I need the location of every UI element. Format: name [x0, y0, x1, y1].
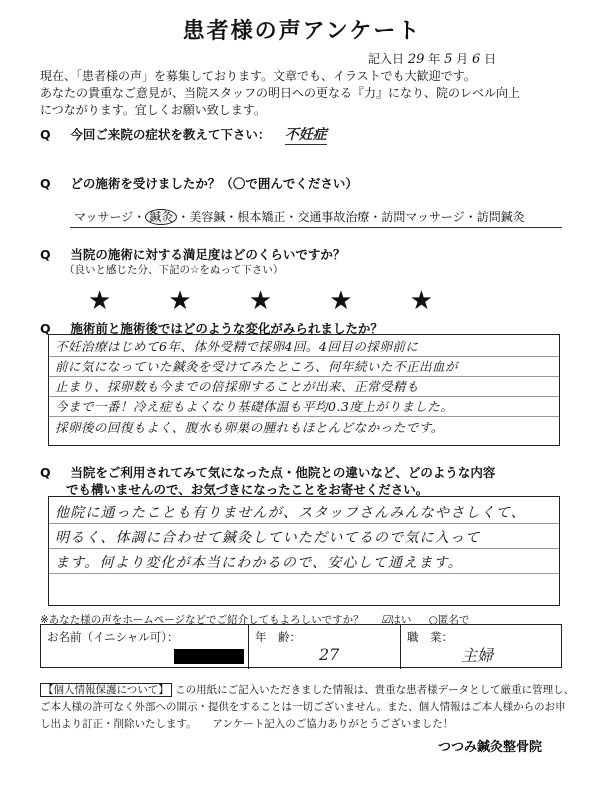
- answer-line: 採卵後の回復もよく、腹水も卵巣の腫れもほとんどなかったです。: [55, 420, 444, 435]
- star-icon[interactable]: ★: [88, 286, 112, 316]
- q-mark: Q: [40, 321, 51, 336]
- date-year: 29: [407, 52, 425, 67]
- intro-line: あなたの貴重なご意見が、当院スタッフの明日への更なる『力』になり、院のレベル向上: [40, 86, 521, 100]
- privacy-line: この用紙にご記入いただきました情報は、貴重な患者様データとして厳重に管理し、: [175, 684, 575, 696]
- name-cell[interactable]: [41, 625, 249, 669]
- check-icon: ☑: [380, 614, 391, 626]
- date-field: [368, 50, 496, 67]
- consent-yes-label: はい: [390, 614, 412, 626]
- option-traffic-accident[interactable]: 交通事故治療: [297, 210, 370, 224]
- q-mark: Q: [40, 127, 51, 142]
- question-4-text: 施術前と施術後ではどのような変化がみられましたか？: [70, 321, 383, 336]
- question-2-text: どの施術を受けましたか？（〇で囲んでください）: [70, 176, 358, 191]
- answer-box-5[interactable]: [48, 496, 560, 606]
- privacy-line: し出より訂正・削除いたします。 アンケート記入のご協力ありがとうございました！: [40, 718, 454, 730]
- option-root-correction[interactable]: 根本矯正: [237, 210, 286, 224]
- date-day: 6: [472, 52, 481, 67]
- q-mark: Q: [40, 176, 51, 191]
- question-3: [40, 245, 560, 263]
- question-1-answer[interactable]: 不妊症: [284, 127, 327, 143]
- separator: ・: [133, 210, 146, 224]
- separator: ・: [225, 210, 238, 224]
- occupation-cell[interactable]: [401, 625, 561, 669]
- separator: ・: [177, 210, 190, 224]
- age-cell[interactable]: [249, 625, 401, 669]
- page-title: 患者様の声アンケート: [182, 19, 422, 44]
- treatment-options: [74, 208, 574, 225]
- redacted-name: [174, 649, 244, 664]
- separator: ・: [464, 210, 477, 224]
- star-icon[interactable]: ★: [168, 286, 192, 316]
- star-icon[interactable]: ★: [409, 286, 433, 316]
- option-home-acupuncture[interactable]: 訪問鍼灸: [476, 210, 525, 224]
- intro-text: [40, 68, 580, 119]
- answer-line: 明るく、体調に合わせて鍼灸していただいてるので気に入って: [49, 524, 559, 549]
- age-label: 年 齢：: [255, 630, 301, 644]
- options-underline: [70, 227, 562, 228]
- answer-line: ます。何より変化が本当にわかるので、安心して通えます。: [49, 549, 559, 574]
- occupation-label: 職 業：: [407, 630, 453, 644]
- option-beauty-acupuncture[interactable]: 美容鍼: [189, 210, 226, 224]
- clinic-name: つつみ鍼灸整骨院: [438, 740, 543, 755]
- intro-line: につながります。宜しくお願い致します。: [40, 103, 266, 117]
- question-5-text-2: でも構いませんので、お気づきになったことをお寄せください。: [66, 482, 429, 497]
- question-3-subtext: （良いと感じた分、下記の☆をぬって下さい）: [64, 264, 284, 276]
- rating-stars: [88, 288, 433, 314]
- consent-text: ※あなた様の声をホームページなどでご紹介してもよろしいですか？: [40, 614, 364, 626]
- date-day-unit: 日: [484, 52, 497, 66]
- consent-anon-label: 匿名で: [437, 614, 470, 626]
- question-5: [40, 463, 570, 481]
- star-icon[interactable]: ★: [248, 286, 273, 316]
- name-label: お名前（イニシャル可）：: [47, 630, 179, 644]
- question-5-text: 当院をご利用されてみて気になった点・他院との違いなど、どのような内容: [70, 465, 496, 480]
- q-mark: Q: [40, 247, 51, 262]
- answer-line-blank: [49, 574, 559, 599]
- question-3-text: 当院の施術に対する満足度はどのくらいですか？: [70, 247, 346, 262]
- radio-icon: ○: [428, 614, 438, 626]
- question-1-text: 今回ご来院の症状を教えて下さい：: [70, 127, 271, 142]
- separator: ・: [285, 210, 298, 224]
- privacy-notice: [40, 682, 575, 733]
- age-value: 27: [319, 645, 340, 664]
- answer-line: 止まり、採卵数も今までの倍採卵することが出来、正常受精も: [49, 377, 559, 397]
- answer-box-4[interactable]: [48, 334, 560, 446]
- answer-line: 不妊治療はじめて6年、体外受精で採卵4回。4回目の採卵前に: [49, 337, 559, 357]
- separator: ・: [369, 210, 382, 224]
- occupation-value: 主婦: [461, 646, 494, 665]
- question-1: [40, 124, 560, 144]
- q-mark: Q: [40, 465, 51, 480]
- date-year-unit: 年: [428, 52, 441, 66]
- privacy-line: ご本人様の許可なく外部への開示・提供をすることは一切ございません。また、個人情報はご本人様からのお申: [40, 701, 566, 713]
- date-month: 5: [444, 52, 453, 67]
- star-icon[interactable]: ★: [329, 286, 353, 316]
- respondent-info-table: [40, 624, 562, 668]
- option-massage[interactable]: マッサージ: [74, 210, 134, 224]
- date-month-unit: 月: [456, 52, 469, 66]
- option-home-massage[interactable]: 訪問マッサージ: [381, 210, 465, 224]
- answer-line: 前に気になっていた鍼灸を受けてみたところ、何年続いた不正出血が: [49, 357, 559, 377]
- date-label: 記入日: [368, 52, 405, 66]
- intro-line: 現在、「患者様の声」を募集しております。文章でも、イラストでも大歓迎です。: [40, 69, 476, 83]
- answer-line: 他院に通ったことも有りませんが、スタッフさんみんなやさしくて、: [49, 499, 559, 524]
- privacy-label: 【個人情報保護について】: [40, 683, 172, 697]
- answer-line: 今まで一番！冷え症もよくなり基礎体温も平均0.3度上がりました。: [49, 397, 559, 417]
- question-2: [40, 174, 560, 192]
- option-acupuncture-selected[interactable]: 鍼灸: [145, 209, 177, 225]
